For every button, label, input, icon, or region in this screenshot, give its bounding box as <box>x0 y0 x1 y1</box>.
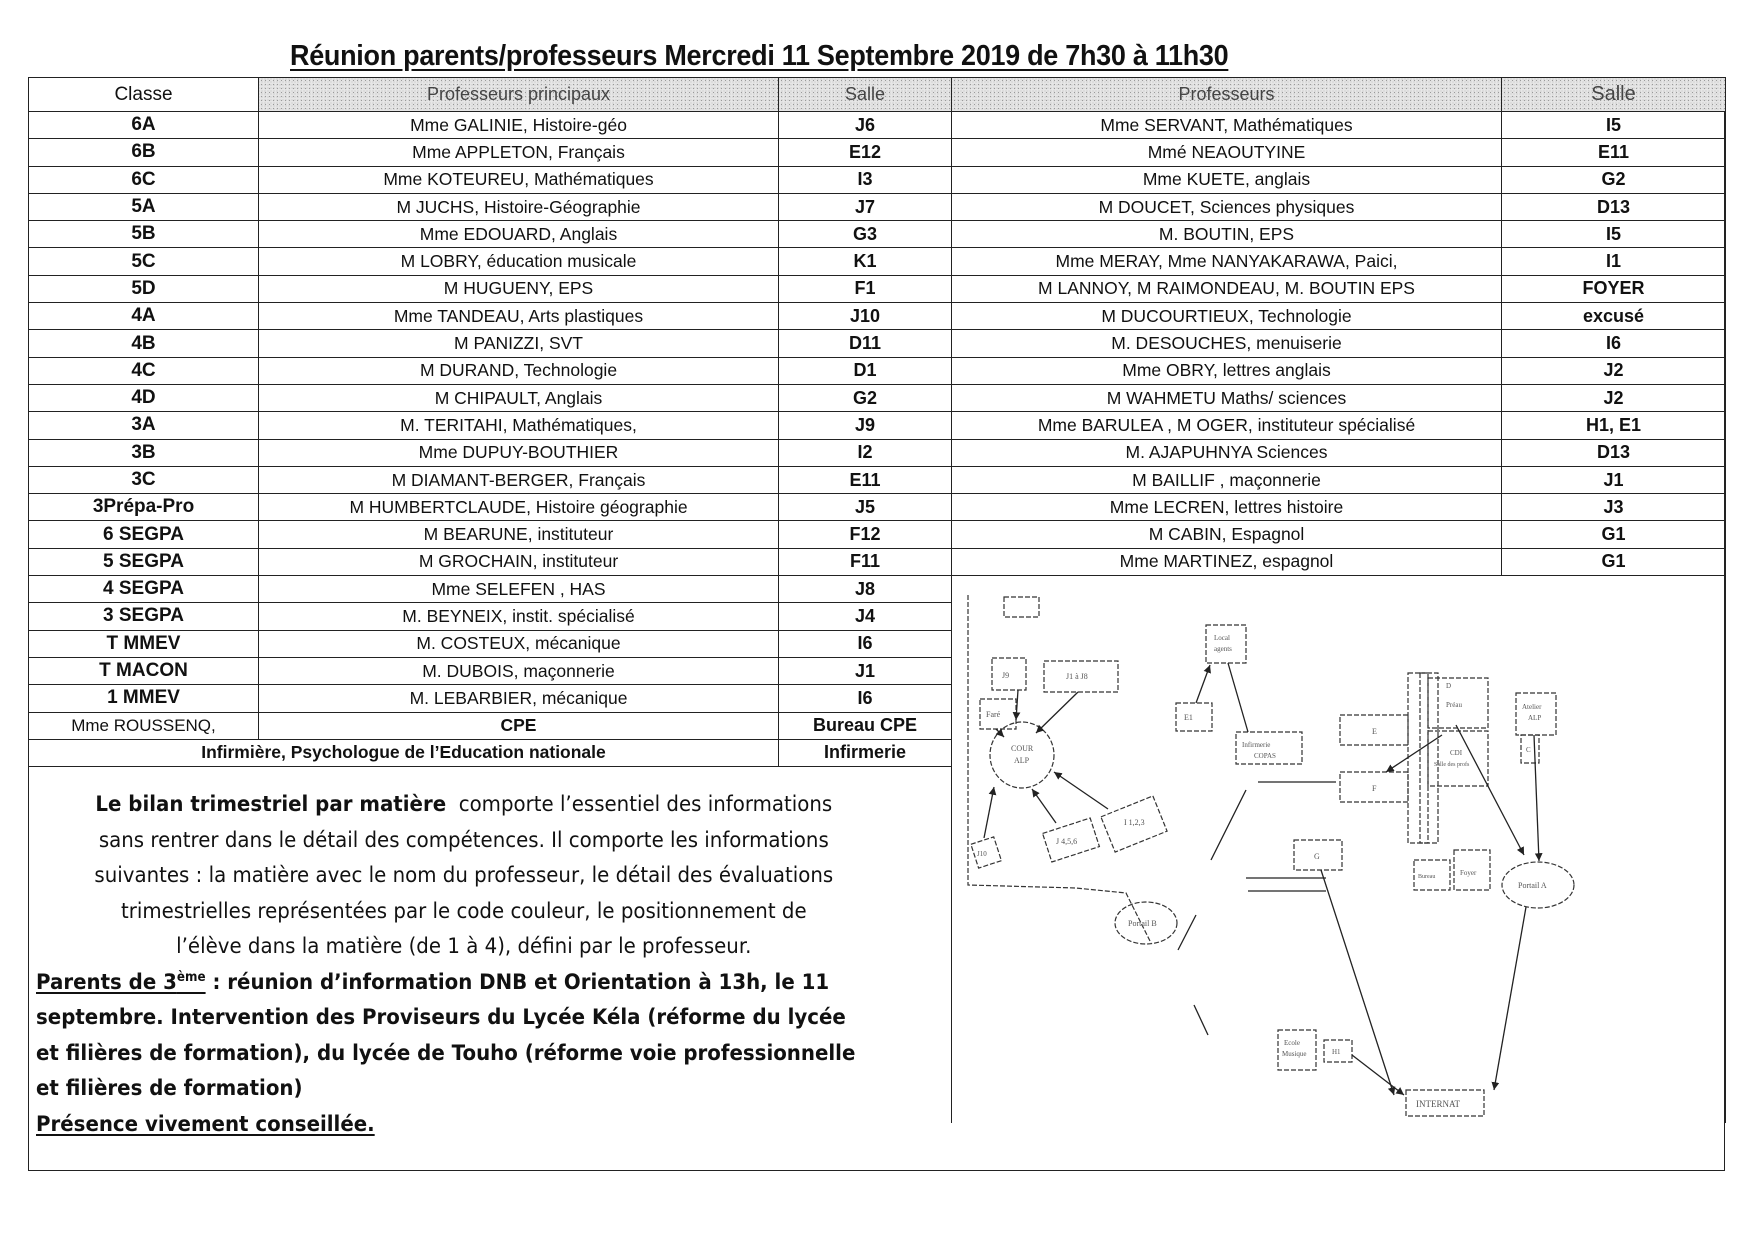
table-row <box>29 384 1726 411</box>
classe-cell: 6C <box>29 166 259 193</box>
professeur-principal-cell: Mme TANDEAU, Arts plastiques <box>259 303 779 330</box>
classe-cell: 3B <box>29 439 259 466</box>
map-label-g: G <box>1314 852 1320 861</box>
map-label-local-2: agents <box>1214 645 1232 653</box>
bilan-line-5: l’élève dans la matière (de 1 à 4), défini par le professeur. <box>176 934 752 959</box>
map-arrow-fare-cour <box>996 729 1004 737</box>
salle-pp-cell: D1 <box>779 357 952 384</box>
map-path-2 <box>1211 790 1246 860</box>
map-arrow-j1j8-cour <box>1036 692 1078 733</box>
map-label-j1-j8: J1 à J8 <box>1066 672 1088 681</box>
professeur-principal-cell: M. DUBOIS, maçonnerie <box>259 657 779 684</box>
classe-cell: 5C <box>29 248 259 275</box>
professeur-principal-cell: M CHIPAULT, Anglais <box>259 384 779 411</box>
professeur-principal-cell: M JUCHS, Histoire-Géographie <box>259 193 779 220</box>
salle-pp-cell: J6 <box>779 112 952 139</box>
professeur-cell: Mme OBRY, lettres anglais <box>952 357 1502 384</box>
classe-cell: 1 MMEV <box>29 685 259 712</box>
map-label-infirmerie-1: Infirmerie <box>1242 741 1271 749</box>
professeur-cell: Mmé NEAOUTYINE <box>952 139 1502 166</box>
map-label-j10: J10 <box>977 850 987 858</box>
parents-line-3: et filières de formation), du lycée de Touho (réforme voie professionnelle <box>36 1040 856 1066</box>
map-label-portail-b: Portail B <box>1128 919 1157 928</box>
professeur-principal-cell: M HUGUENY, EPS <box>259 275 779 302</box>
professeur-cell: M DUCOURTIEUX, Technologie <box>952 303 1502 330</box>
salle-prof-cell: I5 <box>1502 221 1726 248</box>
professeur-principal-cell: M HUMBERTCLAUDE, Histoire géographie <box>259 494 779 521</box>
table-row <box>29 248 1726 275</box>
parents-label: Parents de 3 <box>36 969 177 995</box>
cpe-role-cell: CPE <box>259 712 779 739</box>
professeur-cell: M. DESOUCHES, menuiserie <box>952 330 1502 357</box>
salle-pp-cell: K1 <box>779 248 952 275</box>
classe-cell: 3C <box>29 466 259 493</box>
map-box-top <box>1004 597 1039 617</box>
map-label-ecole-1: Ecole <box>1284 1039 1300 1047</box>
cpe-name-cell: Mme ROUSSENQ, <box>29 712 259 739</box>
salle-prof-cell: excusé <box>1502 303 1726 330</box>
map-label-i123: I 1,2,3 <box>1124 818 1145 827</box>
map-label-portail-a: Portail A <box>1518 881 1547 890</box>
salle-pp-cell: J1 <box>779 657 952 684</box>
salle-pp-cell: E12 <box>779 139 952 166</box>
cpe-salle-cell: Bureau CPE <box>779 712 952 739</box>
classe-cell: T MMEV <box>29 630 259 657</box>
professeur-cell: M WAHMETU Maths/ sciences <box>952 384 1502 411</box>
bilan-line-2: sans rentrer dans le détail des compétences. Il comporte les informations <box>98 827 829 853</box>
bilan-paragraph <box>36 787 892 965</box>
infirmerie-label-cell: Infirmière, Psychologue de l’Education nationale <box>29 739 779 766</box>
table-row <box>29 494 1726 521</box>
classe-cell: 5B <box>29 221 259 248</box>
classe-cell: 4D <box>29 384 259 411</box>
campus-map <box>946 585 1724 1170</box>
map-label-e1: E1 <box>1184 713 1193 722</box>
infirmerie-salle-cell: Infirmerie <box>779 739 952 766</box>
table-row <box>29 139 1726 166</box>
map-label-bureau: Bureau <box>1418 874 1436 880</box>
table-row <box>29 275 1726 302</box>
salle-pp-cell: I2 <box>779 439 952 466</box>
professeur-cell: M CABIN, Espagnol <box>952 521 1502 548</box>
salle-prof-cell: I1 <box>1502 248 1726 275</box>
salle-pp-cell: G2 <box>779 384 952 411</box>
professeur-cell: M DOUCET, Sciences physiques <box>952 193 1502 220</box>
professeur-principal-cell: M LOBRY, éducation musicale <box>259 248 779 275</box>
map-arrow-i123-cour <box>1054 772 1108 809</box>
bilan-line-1: comporte l’essentiel des informations <box>446 792 833 817</box>
table-row <box>29 548 1726 575</box>
professeur-cell: M LANNOY, M RAIMONDEAU, M. BOUTIN EPS <box>952 275 1502 302</box>
professeur-cell: M BAILLIF , maçonnerie <box>952 466 1502 493</box>
classe-cell: 6A <box>29 112 259 139</box>
salle-pp-cell: J5 <box>779 494 952 521</box>
salle-pp-cell: J7 <box>779 193 952 220</box>
parents-paragraph <box>36 965 864 1143</box>
salle-prof-cell: G2 <box>1502 166 1726 193</box>
salle-prof-cell: D13 <box>1502 193 1726 220</box>
salle-pp-cell: I6 <box>779 685 952 712</box>
classe-cell: 5D <box>29 275 259 302</box>
table-row <box>29 166 1726 193</box>
professeur-principal-cell: Mme DUPUY-BOUTHIER <box>259 439 779 466</box>
professeur-principal-cell: Mme GALINIE, Histoire-géo <box>259 112 779 139</box>
table-row <box>29 330 1726 357</box>
professeur-principal-cell: M PANIZZI, SVT <box>259 330 779 357</box>
salle-prof-cell: I5 <box>1502 112 1726 139</box>
map-path-1 <box>1178 915 1196 950</box>
map-label-prefau: Préau <box>1446 701 1462 709</box>
map-label-cour-1: COUR <box>1011 744 1034 753</box>
professeur-principal-cell: Mme APPLETON, Français <box>259 139 779 166</box>
classe-cell: 4B <box>29 330 259 357</box>
map-label-cdi-1: CDI <box>1450 749 1463 757</box>
classe-cell: T MACON <box>29 657 259 684</box>
classe-cell: 5A <box>29 193 259 220</box>
table-row <box>29 221 1726 248</box>
map-label-internat: INTERNAT <box>1416 1099 1460 1109</box>
professeur-principal-cell: M. BEYNEIX, instit. spécialisé <box>259 603 779 630</box>
notes-section <box>36 787 864 1142</box>
map-box-cdi <box>1428 731 1488 786</box>
map-label-ecole-2: Musique <box>1282 1050 1307 1058</box>
parents-sup: ème <box>176 969 206 985</box>
professeur-cell: Mme MARTINEZ, espagnol <box>952 548 1502 575</box>
map-box-d-building-2 <box>1420 673 1438 843</box>
map-label-local-1: Local <box>1214 634 1230 642</box>
salle-prof-cell: J2 <box>1502 357 1726 384</box>
map-label-c: C <box>1526 746 1531 754</box>
salle-prof-cell: J1 <box>1502 466 1726 493</box>
table-row <box>29 193 1726 220</box>
map-label-h1: H1 <box>1332 1048 1341 1056</box>
professeur-principal-cell: Mme EDOUARD, Anglais <box>259 221 779 248</box>
professeur-cell: Mme SERVANT, Mathématiques <box>952 112 1502 139</box>
map-label-e: E <box>1372 727 1377 736</box>
classe-cell: 4C <box>29 357 259 384</box>
bilan-title: Le bilan trimestriel par matière <box>95 792 447 817</box>
professeur-principal-cell: M DURAND, Technologie <box>259 357 779 384</box>
professeur-principal-cell: M BEARUNE, instituteur <box>259 521 779 548</box>
presence-note: Présence vivement conseillée. <box>36 1111 375 1137</box>
table-header-row <box>29 78 1726 112</box>
professeur-cell: Mme KUETE, anglais <box>952 166 1502 193</box>
map-label-j456: J 4,5,6 <box>1056 837 1078 846</box>
classe-cell: 6 SEGPA <box>29 521 259 548</box>
salle-pp-cell: J8 <box>779 576 952 603</box>
table-row <box>29 112 1726 139</box>
salle-prof-cell: J3 <box>1502 494 1726 521</box>
map-label-infirmerie-2: COPAS <box>1254 752 1276 760</box>
classe-cell: 5 SEGPA <box>29 548 259 575</box>
salle-pp-cell: E11 <box>779 466 952 493</box>
map-arrow-j10-cour <box>984 787 994 838</box>
document-title: Réunion parents/professeurs Mercredi 11 Septembre 2019 de 7h30 à 11h30 <box>290 40 1229 72</box>
map-label-cour-2: ALP <box>1014 756 1030 765</box>
map-arrow-portail-a-internat <box>1494 907 1526 1090</box>
classe-cell: 4A <box>29 303 259 330</box>
map-label-foyer: Foyer <box>1460 869 1477 877</box>
map-arrow-g-internat <box>1321 870 1394 1095</box>
parents-line-1: : réunion d’information DNB et Orientation à 13h, le 11 <box>205 969 830 995</box>
map-left-boundary <box>968 595 1151 943</box>
classe-cell: 6B <box>29 139 259 166</box>
map-box-local-agents <box>1206 625 1246 663</box>
header-salle-2: Salle <box>1502 78 1726 112</box>
table-row <box>29 439 1726 466</box>
map-label-d: D <box>1446 682 1452 690</box>
map-label-j9: J9 <box>1002 671 1010 680</box>
map-line-local-infirmerie <box>1228 663 1248 732</box>
professeur-principal-cell: M DIAMANT-BERGER, Français <box>259 466 779 493</box>
salle-prof-cell: E11 <box>1502 139 1726 166</box>
salle-pp-cell: I6 <box>779 630 952 657</box>
salle-pp-cell: D11 <box>779 330 952 357</box>
salle-prof-cell: G1 <box>1502 521 1726 548</box>
salle-prof-cell: H1, E1 <box>1502 412 1726 439</box>
classe-cell: 3Prépa-Pro <box>29 494 259 521</box>
professeur-cell: Mme MERAY, Mme NANYAKARAWA, Paici, <box>952 248 1502 275</box>
table-row <box>29 357 1726 384</box>
map-label-atelier-2: ALP <box>1528 714 1542 722</box>
salle-pp-cell: J4 <box>779 603 952 630</box>
header-professeurs: Professeurs <box>952 78 1502 112</box>
salle-prof-cell: I6 <box>1502 330 1726 357</box>
header-salle-1: Salle <box>779 78 952 112</box>
classe-cell: 4 SEGPA <box>29 576 259 603</box>
map-box-e1 <box>1176 703 1212 731</box>
map-box-d-building <box>1408 673 1428 843</box>
professeur-principal-cell: Mme KOTEUREU, Mathématiques <box>259 166 779 193</box>
professeur-cell: M. AJAPUHNYA Sciences <box>952 439 1502 466</box>
salle-prof-cell: D13 <box>1502 439 1726 466</box>
classe-cell: 3A <box>29 412 259 439</box>
classe-cell: 3 SEGPA <box>29 603 259 630</box>
parents-line-2: septembre. Intervention des Proviseurs du Lycée Kéla (réforme du lycée <box>36 1005 846 1030</box>
professeur-cell: Mme BARULEA , M OGER, instituteur spécialisé <box>952 412 1502 439</box>
salle-prof-cell: G1 <box>1502 548 1726 575</box>
map-arrow-e1-local <box>1196 665 1210 703</box>
professeur-principal-cell: M. COSTEUX, mécanique <box>259 630 779 657</box>
map-label-atelier-1: Atelier <box>1522 703 1542 711</box>
salle-pp-cell: J10 <box>779 303 952 330</box>
professeur-principal-cell: M. LEBARBIER, mécanique <box>259 685 779 712</box>
professeur-principal-cell: M GROCHAIN, instituteur <box>259 548 779 575</box>
table-row <box>29 466 1726 493</box>
salle-pp-cell: F12 <box>779 521 952 548</box>
parents-line-4: et filières de formation) <box>36 1076 303 1101</box>
salle-pp-cell: I3 <box>779 166 952 193</box>
map-label-cdi-2: Salle des profs <box>1434 762 1470 768</box>
map-arrow-portail-a <box>1456 725 1524 855</box>
professeur-cell: M. BOUTIN, EPS <box>952 221 1502 248</box>
map-path-6 <box>1194 1005 1208 1035</box>
header-professeurs-principaux: Professeurs principaux <box>259 78 779 112</box>
salle-prof-cell: FOYER <box>1502 275 1726 302</box>
map-arrow-h1-internat <box>1352 1055 1404 1095</box>
map-label-fare: Faré <box>986 710 1001 719</box>
header-classe: Classe <box>29 78 259 112</box>
salle-pp-cell: F11 <box>779 548 952 575</box>
salle-pp-cell: J9 <box>779 412 952 439</box>
salle-pp-cell: F1 <box>779 275 952 302</box>
table-row <box>29 303 1726 330</box>
bilan-line-4: trimestrielles représentées par le code couleur, le positionnement de <box>120 898 807 924</box>
professeur-cell: Mme LECREN, lettres histoire <box>952 494 1502 521</box>
map-label-f: F <box>1372 784 1377 793</box>
salle-pp-cell: G3 <box>779 221 952 248</box>
map-arrow-atelier-portail-a <box>1534 735 1539 861</box>
map-arrow-j456-cour <box>1032 789 1056 823</box>
professeur-principal-cell: M. TERITAHI, Mathématiques, <box>259 412 779 439</box>
table-row <box>29 412 1726 439</box>
professeur-principal-cell: Mme SELEFEN , HAS <box>259 576 779 603</box>
bilan-line-3: suivantes : la matière avec le nom du professeur, le détail des évaluations <box>94 863 834 888</box>
table-row <box>29 521 1726 548</box>
salle-prof-cell: J2 <box>1502 384 1726 411</box>
